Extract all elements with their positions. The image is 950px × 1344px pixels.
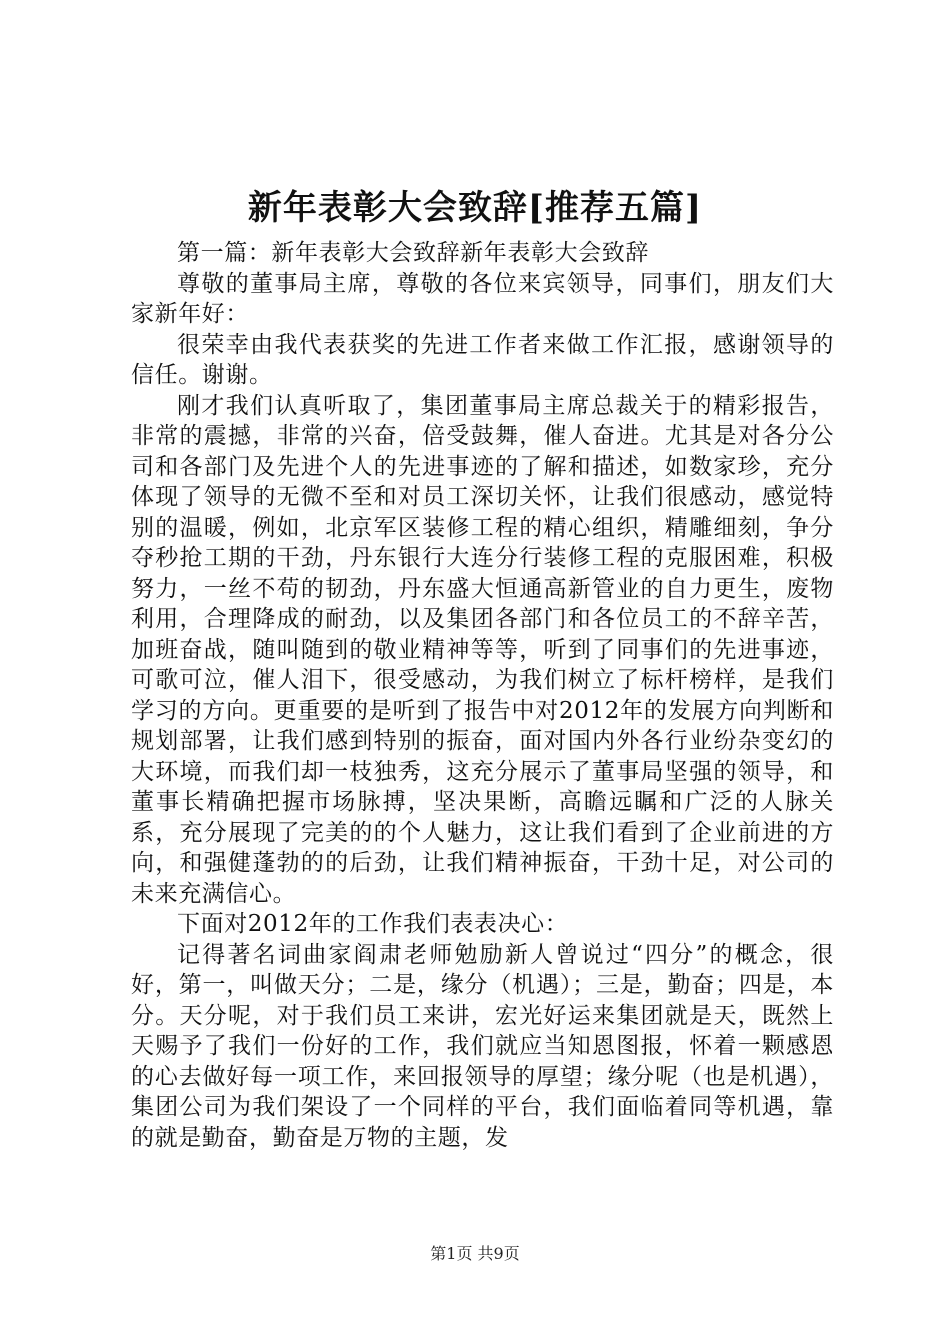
document-body: [131, 238, 834, 1153]
body-paragraph: 刚才我们认真听取了，集团董事局主席总裁关于的精彩报告，非常的震撼，非常的兴奋，倍受鼓舞，催人奋进。尤其是对各分公司和各部门及先进个人的先进事迹的了解和描述，如数家珍，充分体现了领导的无微不至和对员工深切关怀，让我们很感动，感觉特别的温暖，例如，北京军区装修工程的精心组织，精雕细刻，争分夺秒抢工期的干劲，丹东银行大连分行装修工程的克服困难，积极努力，一丝不苟的韧劲，丹东盛大恒通高新管业的自力更生，废物利用，合理降成的耐劲，以及集团各部门和各位员工的不辞辛苦，加班奋战，随叫随到的敬业精神等等，听到了同事们的先进事迹，可歌可泣，催人泪下，很受感动，为我们树立了标杆榜样，是我们学习的方向。更重要的是听到了报告中对2012年的发展方向判断和规划部署，让我们感到特别的振奋，面对国内外各行业纷杂变幻的大环境，而我们却一枝独秀，这充分展示了董事局坚强的领导，和董事长精确把握市场脉搏，坚决果断，高瞻远瞩和广泛的人脉关系，充分展现了完美的的个人魅力，这让我们看到了企业前进的方向，和强健蓬勃的的后劲，让我们精神振奋，干劲十足，对公司的未来充满信心。: [131, 392, 834, 907]
body-paragraph: 第一篇：新年表彰大会致辞新年表彰大会致辞: [177, 240, 649, 266]
body-paragraph: 很荣幸由我代表获奖的先进工作者来做工作汇报，感谢领导的信任。谢谢。: [131, 331, 834, 388]
document-title: 新年表彰大会致辞[推荐五篇]: [247, 188, 703, 228]
body-paragraph: 下面对2012年的工作我们表表决心：: [177, 911, 569, 937]
body-paragraph: 尊敬的董事局主席，尊敬的各位来宾领导，同事们，朋友们大家新年好：: [131, 270, 834, 327]
page-number-footer: 第1页 共9页: [430, 1244, 520, 1263]
body-paragraph: 记得著名词曲家阎肃老师勉励新人曾说过“四分”的概念，很好，第一，叫做天分；二是，缘分（机遇）；三是，勤奋；四是，本分。天分呢，对于我们员工来讲，宏光好运来集团就是天，既然上天赐予了我们一份好的工作，我们就应当知恩图报，怀着一颗感恩的心去做好每一项工作，来回报领导的厚望；缘分呢（也是机遇），集团公司为我们架设了一个同样的平台，我们面临着同等机遇，靠的就是勤奋，勤奋是万物的主题，发: [131, 941, 834, 1151]
